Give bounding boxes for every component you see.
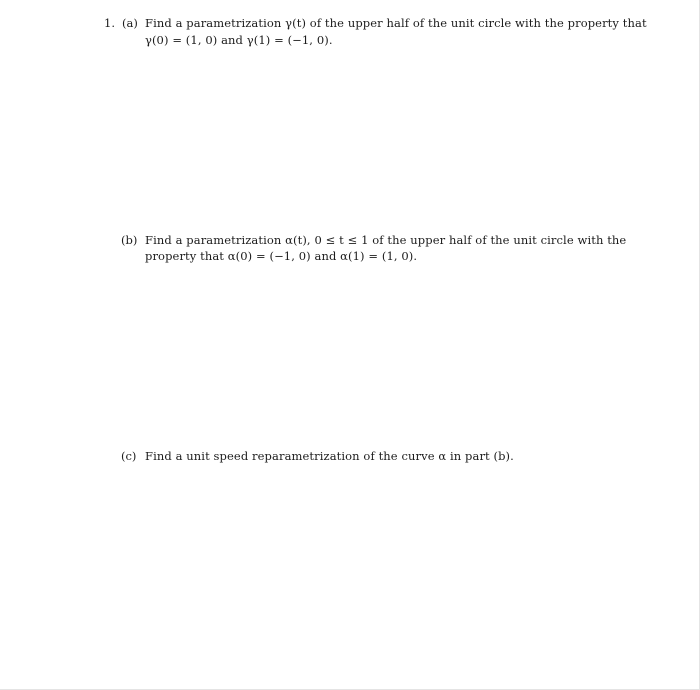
part-a-line-1: Find a parametrization γ(t) of the upper half of the unit circle with the property that [145,16,647,30]
part-a-line-2: γ(0) = (1, 0) and γ(1) = (−1, 0). [145,33,333,47]
part-c-label: (c) [121,449,137,463]
part-c-line-1: Find a unit speed reparametrization of the curve α in part (b). [145,449,514,463]
problem-number: 1. [104,16,115,30]
part-a-label: (a) [122,16,138,30]
part-b-line-2: property that α(0) = (−1, 0) and α(1) = (1, 0). [145,249,418,263]
part-b-label: (b) [121,233,138,247]
part-b-line-1: Find a parametrization α(t), 0 ≤ t ≤ 1 of the upper half of the unit circle with the [145,233,627,247]
